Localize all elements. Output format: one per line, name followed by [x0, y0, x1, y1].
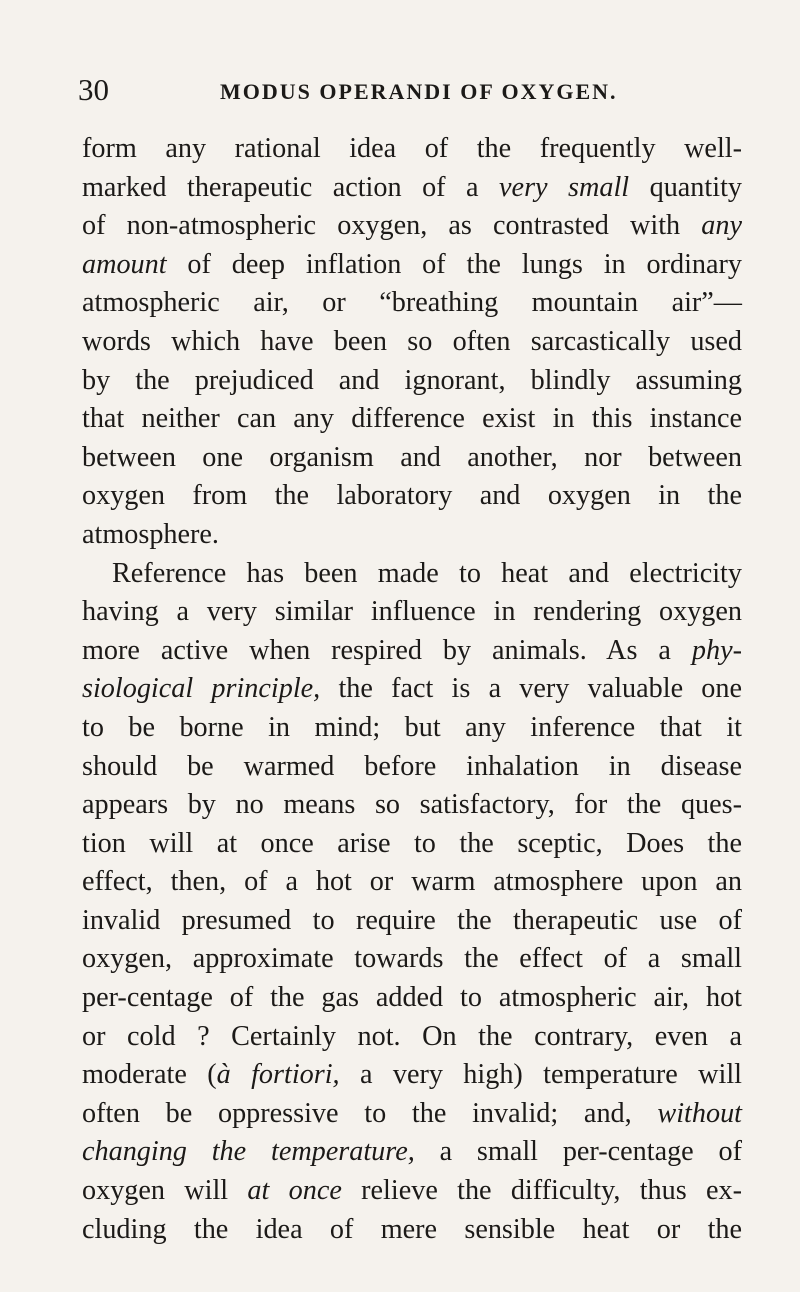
- running-title: MODUS OPERANDI OF OXYGEN.: [220, 79, 618, 104]
- italic-text: amount: [82, 248, 167, 280]
- text-run: that neither can any difference exist in this instance: [82, 403, 742, 435]
- text-run: Reference has been made to heat and electricity: [112, 557, 742, 589]
- text-line: [82, 632, 742, 671]
- text-line: [82, 362, 742, 401]
- text-run: quantity: [629, 171, 742, 203]
- text-line: [82, 1095, 742, 1134]
- text-line: [82, 709, 742, 748]
- text-line: [82, 1133, 742, 1172]
- italic-text: à fortiori,: [216, 1059, 340, 1091]
- text-line: [82, 284, 742, 323]
- text-line: [82, 477, 742, 516]
- text-run: atmosphere.: [82, 518, 219, 550]
- text-line: [82, 979, 742, 1018]
- text-line: [82, 207, 742, 246]
- italic-text: very small: [499, 171, 630, 203]
- text-run: atmospheric air, or “breathing mountain air”—: [82, 287, 742, 319]
- text-line: [82, 400, 742, 439]
- italic-text: siological principle,: [82, 673, 321, 705]
- italic-text: without: [657, 1097, 742, 1129]
- text-line: [82, 1056, 742, 1095]
- text-run: by the prejudiced and ignorant, blindly assuming: [82, 364, 742, 396]
- text-line: [82, 130, 742, 169]
- text-run: words which have been so often sarcastically used: [82, 325, 742, 357]
- running-head: [78, 70, 728, 110]
- text-line: [82, 863, 742, 902]
- text-run: appears by no means so satisfactory, for the ques-: [82, 789, 742, 821]
- text-run: moderate (: [82, 1059, 217, 1091]
- text-line: [82, 748, 742, 787]
- text-run: having a very similar influence in rendering oxygen: [82, 596, 742, 628]
- text-run: of deep inflation of the lungs in ordinary: [166, 248, 742, 280]
- text-line: [82, 323, 742, 362]
- text-run: cluding the idea of mere sensible heat or the: [82, 1213, 742, 1245]
- text-line: [82, 1018, 742, 1057]
- text-run: relieve the difficulty, thus ex-: [341, 1175, 742, 1207]
- text-run: tion will at once arise to the sceptic, Does the: [82, 827, 742, 859]
- text-line: [82, 1211, 742, 1250]
- text-line: [82, 593, 742, 632]
- text-run: should be warmed before inhalation in disease: [82, 750, 742, 782]
- text-run: effect, then, of a hot or warm atmosphere upon an: [82, 866, 742, 898]
- text-line: [82, 670, 742, 709]
- text-run: the fact is a very valuable one: [320, 673, 742, 705]
- text-line: [82, 555, 742, 594]
- text-line: [82, 902, 742, 941]
- italic-text: phy-: [691, 634, 742, 666]
- text-line: [82, 169, 742, 208]
- italic-text: at once: [247, 1175, 342, 1207]
- text-run: to be borne in mind; but any inference that it: [82, 711, 742, 743]
- text-line: [82, 439, 742, 478]
- text-run: invalid presumed to require the therapeutic use of: [82, 904, 742, 936]
- text-run: often be oppressive to the invalid; and,: [82, 1097, 658, 1129]
- text-run: oxygen, approximate towards the effect of a small: [82, 943, 742, 975]
- text-line: [82, 246, 742, 285]
- text-run: per-centage of the gas added to atmospheric air, hot: [82, 982, 742, 1014]
- italic-text: changing the temperature,: [82, 1136, 415, 1168]
- body-text: [82, 130, 742, 1249]
- text-line: [82, 1172, 742, 1211]
- italic-text: any: [701, 210, 742, 242]
- text-run: of non-atmospheric oxygen, as contrasted with: [82, 210, 702, 242]
- page-number: 30: [78, 72, 109, 107]
- text-line: [82, 825, 742, 864]
- text-run: a very high) temperature will: [339, 1059, 742, 1091]
- text-run: between one organism and another, nor between: [82, 441, 742, 473]
- text-run: more active when respired by animals. As a: [82, 634, 692, 666]
- text-run: a small per-centage of: [414, 1136, 742, 1168]
- text-line: [82, 940, 742, 979]
- text-run: oxygen will: [82, 1175, 248, 1207]
- text-run: form any rational idea of the frequently well-: [82, 133, 742, 164]
- text-line: [82, 786, 742, 825]
- text-run: oxygen from the laboratory and oxygen in the: [82, 480, 742, 512]
- text-run: marked therapeutic action of a: [82, 171, 500, 203]
- text-run: or cold ? Certainly not. On the contrary, even a: [82, 1020, 742, 1052]
- text-line: [82, 516, 742, 555]
